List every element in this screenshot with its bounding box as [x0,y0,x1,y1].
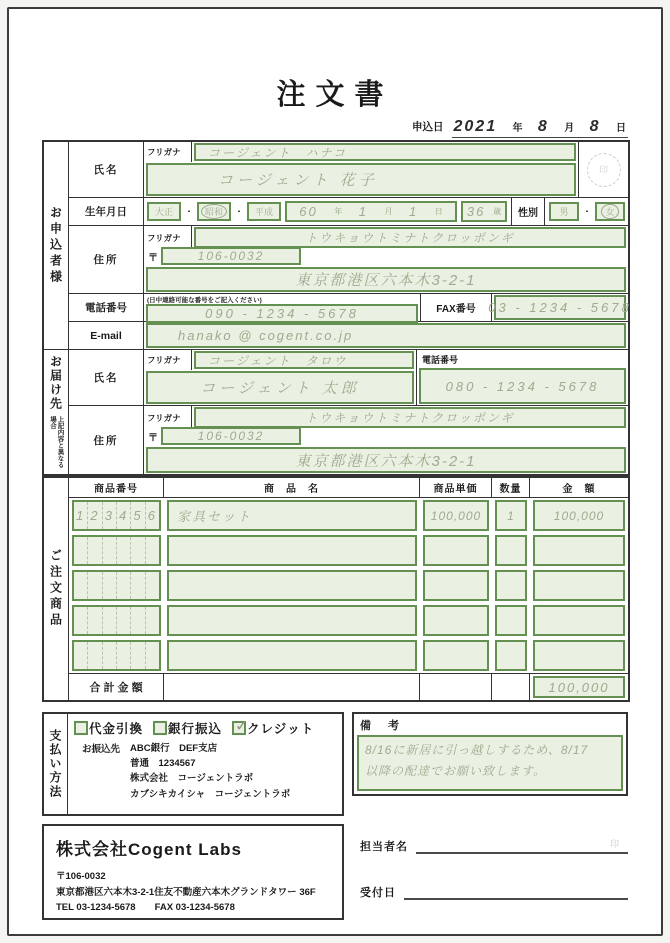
birth-date-field[interactable]: 60 年 1 月 1 日 [285,201,457,222]
item-qty-cell[interactable] [492,603,530,638]
delivery-address-furigana-row [144,406,628,426]
reception-label: 受付日 [360,887,396,899]
option-bank-transfer[interactable]: 銀行振込 [153,719,222,737]
email-row [144,322,628,350]
furigana-tag: フリガナ [144,350,192,370]
item-amount-cell[interactable] [530,638,628,673]
seal-placeholder-icon: 印 [587,153,621,187]
delivery-address-field[interactable]: 東京都港区六本木3-2-1 [146,447,626,473]
items-grid [69,478,628,700]
col-header-name: 商 品 名 [164,478,420,498]
order-date-day[interactable]: 8 [589,118,601,135]
delivery-phone-label: 電話番号 [422,355,459,365]
checkbox-credit-checked[interactable] [232,718,251,735]
item-name-cell[interactable] [164,533,420,568]
items-section-label: ご注文商品 [48,549,63,629]
applicant-address-furigana-row [144,226,628,246]
delivery-name-field[interactable]: コージェント 太郎 [146,371,414,404]
delivery-postal-row [144,426,628,446]
company-name: 株式会社Cogent Labs [56,840,242,859]
item-name-cell[interactable] [164,603,420,638]
item-code-cell[interactable] [69,638,164,673]
payment-section-label: 支払い方法 [48,729,62,799]
total-amount-cell[interactable]: 100,000 [530,673,628,700]
applicant-address-furigana-field[interactable]: トウキョウトミナトクロッポンギ [194,227,626,248]
company-tel-fax: TEL 03-1234-5678 FAX 03-1234-5678 [56,902,235,914]
item-name-cell[interactable] [164,638,420,673]
item-unit-price-cell[interactable] [420,603,492,638]
order-date-year[interactable]: 2021 [453,118,498,135]
delivery-address-row [144,446,628,474]
staff-label: 担当者名 [360,841,408,853]
checkbox-bank-transfer[interactable] [153,721,167,735]
item-code-cell[interactable] [69,533,164,568]
page-title: 注文書 [276,79,394,111]
item-code-cell[interactable] [69,603,164,638]
applicant-phone-field[interactable]: 090 - 1234 - 5678 [146,304,418,323]
delivery-phone-field[interactable]: 080 - 1234 - 5678 [419,368,626,404]
delivery-section [44,350,69,474]
applicant-address-field[interactable]: 東京都港区六本木3-2-1 [146,267,626,292]
remarks-text-line1: 8/16に新居に引っ越しするため、8/17 [365,743,589,757]
birth-row [144,198,628,226]
gender-female-selected[interactable]: 女 [595,202,625,221]
company-details [56,869,330,916]
birth-day: 1 [408,204,419,219]
delivery-section-label: お届け先 [48,354,63,411]
applicant-section [44,142,69,350]
staff-seal-mark: 印 [609,839,620,849]
delivery-address-furigana-field[interactable]: トウキョウトミナトクロッポンギ [194,407,626,428]
item-amount-cell[interactable] [530,603,628,638]
applicant-fax-field[interactable]: 03 - 1234 - 5678 [494,295,626,320]
order-date-label: 申込日 [412,121,444,133]
delivery-phone-area [416,350,628,405]
seal-column [578,142,628,197]
staff-row [360,836,628,854]
age-field[interactable]: 36 歳 [461,201,507,222]
bank-line: 普通 1234567 [130,758,196,770]
applicant-section-label: お申込者様 [48,205,63,286]
applicant-email-label: E-mail [69,322,144,350]
total-empty-name [164,673,420,700]
remarks-field[interactable] [357,735,623,791]
item-amount-cell[interactable] [530,568,628,603]
item-unit-price-cell[interactable] [420,533,492,568]
col-header-code: 商品番号 [69,478,164,498]
bank-details [130,741,290,802]
checkbox-cash-on-delivery[interactable] [74,721,88,735]
gender-male[interactable]: 男 [549,202,579,221]
bank-line: ABC銀行 DEF支店 [130,743,218,754]
option-cash-on-delivery[interactable]: 代金引換 [74,719,143,737]
company-address: 東京都港区六本木3-2-1住友不動産六本木グランドタワー 36F [56,886,316,898]
delivery-name-area [144,350,416,405]
day-unit: 日 [615,123,626,134]
option-credit[interactable]: ✓ クレジット [232,719,314,737]
total-empty-unit-price [420,673,492,700]
item-name-cell[interactable]: 家具セット [164,498,420,533]
birth-month: 1 [358,204,368,219]
applicant-postal-row [144,246,628,266]
bank-line: カブシキカイシャ コージェントラボ [130,788,291,800]
order-date-row [412,112,628,138]
applicant-address-row [144,266,628,294]
delivery-postal-field[interactable]: 106-0032 [161,427,301,445]
item-unit-price-cell[interactable] [420,568,492,603]
postal-mark: 〒 [148,432,158,444]
items-section [44,478,69,700]
check-mark: ✓ [235,718,251,735]
furigana-tag: フリガナ [144,142,192,162]
era-dot: ・ [185,207,193,216]
item-qty-cell[interactable]: 1 [492,498,530,533]
total-label: 合 計 金 額 [69,673,164,700]
postal-mark: 〒 [148,252,158,264]
delivery-name-furigana-field[interactable]: コージェント タロウ [194,351,414,369]
item-unit-price-cell[interactable] [420,638,492,673]
payment-options [74,719,336,737]
birth-label: 生年月日 [69,198,144,226]
applicant-name-row [144,162,628,197]
col-header-qty: 数量 [492,478,530,498]
remarks-label: 備 考 [360,720,402,732]
phone-fax-row [144,294,632,322]
applicant-delivery-form [42,140,630,476]
gender-dot: ・ [583,207,591,216]
item-qty-cell[interactable] [492,533,530,568]
company-info-box [42,824,344,920]
staff-signature-line[interactable] [416,836,628,854]
remarks-text-line2: 以降の配達でお願い致します。 [365,764,547,778]
total-empty-qty [492,673,530,700]
payment-section [44,714,68,814]
delivery-name-label: 氏名 [69,350,144,406]
furigana-tag: フリガナ [144,226,192,249]
applicant-name-block [144,142,628,198]
applicant-address-label: 住所 [69,226,144,294]
col-header-amount: 金 額 [530,478,628,498]
era-taisho[interactable]: 大正 [147,202,181,221]
applicant-furigana-row [144,142,628,162]
applicant-email-field[interactable]: hanako @ cogent.co.jp [146,323,626,348]
age-value: 36 [466,204,486,219]
item-amount-cell[interactable]: 100,000 [530,498,628,533]
item-qty-cell[interactable] [492,638,530,673]
delivery-name-block [144,350,628,406]
month-unit: 月 [564,123,575,134]
applicant-name-label: 氏名 [69,142,144,198]
payment-method-box [42,712,344,816]
item-name-cell[interactable] [164,568,420,603]
phone-note: (日中連絡可能な番号をご記入ください) [147,297,262,304]
reception-date-line[interactable] [404,882,628,900]
payment-body [68,714,342,814]
order-items-table [42,476,630,702]
phone-area [144,294,420,321]
order-date-values [452,118,629,138]
era-showa-selected[interactable]: 昭和 [197,202,231,221]
era-dot: ・ [235,207,243,216]
item-amount-cell[interactable] [530,533,628,568]
applicant-postal-field[interactable]: 106-0032 [161,247,301,265]
delivery-section-note: 上記内容と異なる場合 [49,415,64,468]
item-code-cell[interactable]: 1 2 3 4 5 6 [69,498,164,533]
item-unit-price-cell[interactable]: 100,000 [420,498,492,533]
applicant-name-field[interactable]: コージェント 花子 [146,163,576,196]
gender-label: 性別 [511,198,545,225]
col-header-unit-price: 商品単価 [420,478,492,498]
remarks-box [352,712,628,796]
year-unit: 年 [512,123,523,134]
birth-year: 60 [299,204,318,219]
era-heisei[interactable]: 平成 [247,202,281,221]
bank-transfer-info [82,741,336,802]
company-postal: 〒106-0032 [56,871,106,882]
item-qty-cell[interactable] [492,568,530,603]
bank-line: 株式会社 コージェントラボ [130,773,254,785]
fax-label: FAX番号 [420,294,492,321]
applicant-name-furigana-field[interactable]: コージェント ハナコ [194,143,576,161]
delivery-address-label: 住所 [69,406,144,474]
reception-row [360,882,628,900]
item-code-cell[interactable] [69,568,164,603]
order-date-month[interactable]: 8 [537,118,549,135]
furigana-tag: フリガナ [144,406,192,429]
applicant-phone-label: 電話番号 [69,294,144,322]
transfer-to-label: お振込先 [82,744,121,755]
